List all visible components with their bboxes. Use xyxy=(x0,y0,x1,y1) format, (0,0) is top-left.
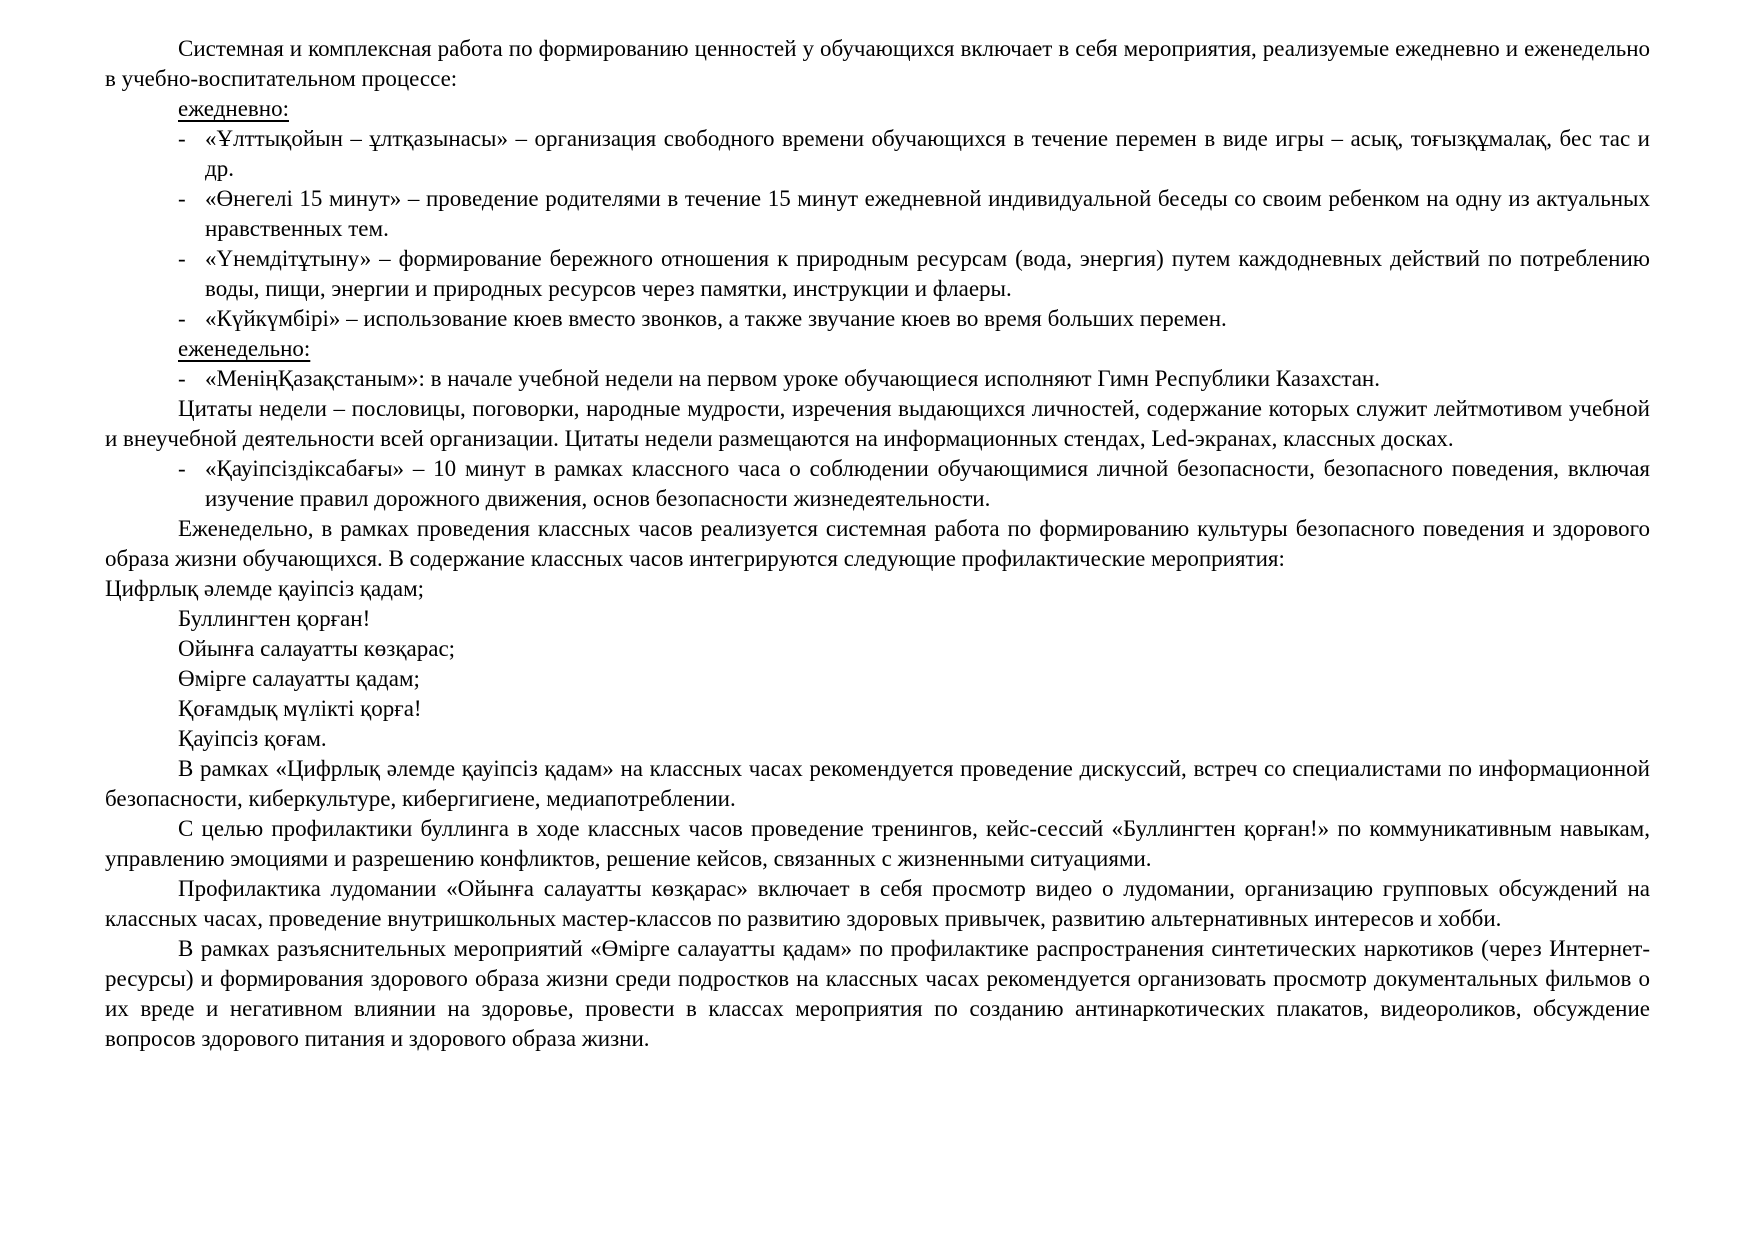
bullet-text: «Ұлттықойын – ұлтқазынасы» – организация свободного времени обучающихся в течение перемен в виде игры – асық, тоғызқұмалақ, бес тас и др. xyxy=(205,126,1650,181)
bullet-dash-icon: - xyxy=(178,456,186,481)
bullet-dash-icon: - xyxy=(178,186,186,211)
bullet-text: «Үнемдітұтыну» – формирование бережного отношения к природным ресурсам (вода, энергия) путем каждодневных действий по потреблению воды, пищи, энергии и природных ресурсов через памятки, инструкции и флаеры. xyxy=(205,246,1650,301)
bullet-item xyxy=(178,364,1650,394)
section-label-weekly: еженедельно: xyxy=(178,336,311,361)
list-line: Ойынға салауатты көзқарас; xyxy=(178,636,456,661)
bullet-dash-icon: - xyxy=(178,306,186,331)
section-label-daily: ежедневно: xyxy=(178,96,289,121)
bullet-item xyxy=(178,184,1650,244)
list-line: Қоғамдық мүлікті қорға! xyxy=(178,696,422,721)
bullet-item xyxy=(178,124,1650,184)
paragraph: Профилактика лудомании «Ойынға салауатты көзқарас» включает в себя просмотр видео о лудомании, организацию групповых обсуждений на классных часах, проведение внутришкольных мастер-классов по развитию здоровых привычек, развитию альтернативных интересов и хобби. xyxy=(105,876,1650,931)
paragraph: Цитаты недели – пословицы, поговорки, народные мудрости, изречения выдающихся личностей, содержание которых служит лейтмотивом учебной и внеучебной деятельности всей организации. Цитаты недели размещаются на информационных стендах, Led-экранах, классных досках. xyxy=(105,396,1650,451)
list-line: Қауіпсіз қоғам. xyxy=(178,726,327,751)
list-line: Цифрлық әлемде қауіпсіз қадам; xyxy=(105,576,425,601)
bullet-item xyxy=(178,244,1650,304)
paragraph: Системная и комплексная работа по формированию ценностей у обучающихся включает в себя мероприятия, реализуемые ежедневно и еженедельно в учебно-воспитательном процессе: xyxy=(105,36,1650,91)
list-line: Өмірге салауатты қадам; xyxy=(178,666,420,691)
bullet-text: «Өнегелі 15 минут» – проведение родителями в течение 15 минут ежедневной индивидуальной беседы со своим ребенком на одну из актуальных нравственных тем. xyxy=(205,186,1650,241)
bullet-item xyxy=(178,304,1650,334)
bullet-text: «Күйкүмбірі» – использование кюев вместо звонков, а также звучание кюев во время больших перемен. xyxy=(205,306,1227,331)
bullet-item xyxy=(178,454,1650,514)
paragraph: В рамках разъяснительных мероприятий «Өмірге салауатты қадам» по профилактике распространения синтетических наркотиков (через Интернет-ресурсы) и формирования здорового образа жизни среди подростков на классных часах рекомендуется организовать просмотр документальных фильмов о их вреде и негативном влиянии на здоровье, провести в классах мероприятия по созданию антинаркотических плакатов, видеороликов, обсуждение вопросов здорового питания и здорового образа жизни. xyxy=(105,936,1650,1051)
paragraph: Еженедельно, в рамках проведения классных часов реализуется системная работа по формированию культуры безопасного поведения и здорового образа жизни обучающихся. В содержание классных часов интегрируются следующие профилактические мероприятия: xyxy=(105,516,1650,571)
bullet-text: «Қауіпсіздіксабағы» – 10 минут в рамках классного часа о соблюдении обучающимися личной безопасности, безопасного поведения, включая изучение правил дорожного движения, основ безопасности жизнедеятельности. xyxy=(205,456,1650,511)
bullet-dash-icon: - xyxy=(178,246,186,271)
bullet-text: «МеніңҚазақстаным»: в начале учебной недели на первом уроке обучающиеся исполняют Гимн Республики Казахстан. xyxy=(205,366,1380,391)
paragraph: С целью профилактики буллинга в ходе классных часов проведение тренингов, кейс-сессий «Буллингтен қорған!» по коммуникативным навыкам, управлению эмоциями и разрешению конфликтов, решение кейсов, связанных с жизненными ситуациями. xyxy=(105,816,1650,871)
bullet-dash-icon: - xyxy=(178,366,186,391)
list-line: Буллингтен қорған! xyxy=(178,606,371,631)
bullet-dash-icon: - xyxy=(178,126,186,151)
paragraph: В рамках «Цифрлық әлемде қауіпсіз қадам» на классных часах рекомендуется проведение дискуссий, встреч со специалистами по информационной безопасности, киберкультуре, кибергигиене, медиапотреблении. xyxy=(105,756,1650,811)
